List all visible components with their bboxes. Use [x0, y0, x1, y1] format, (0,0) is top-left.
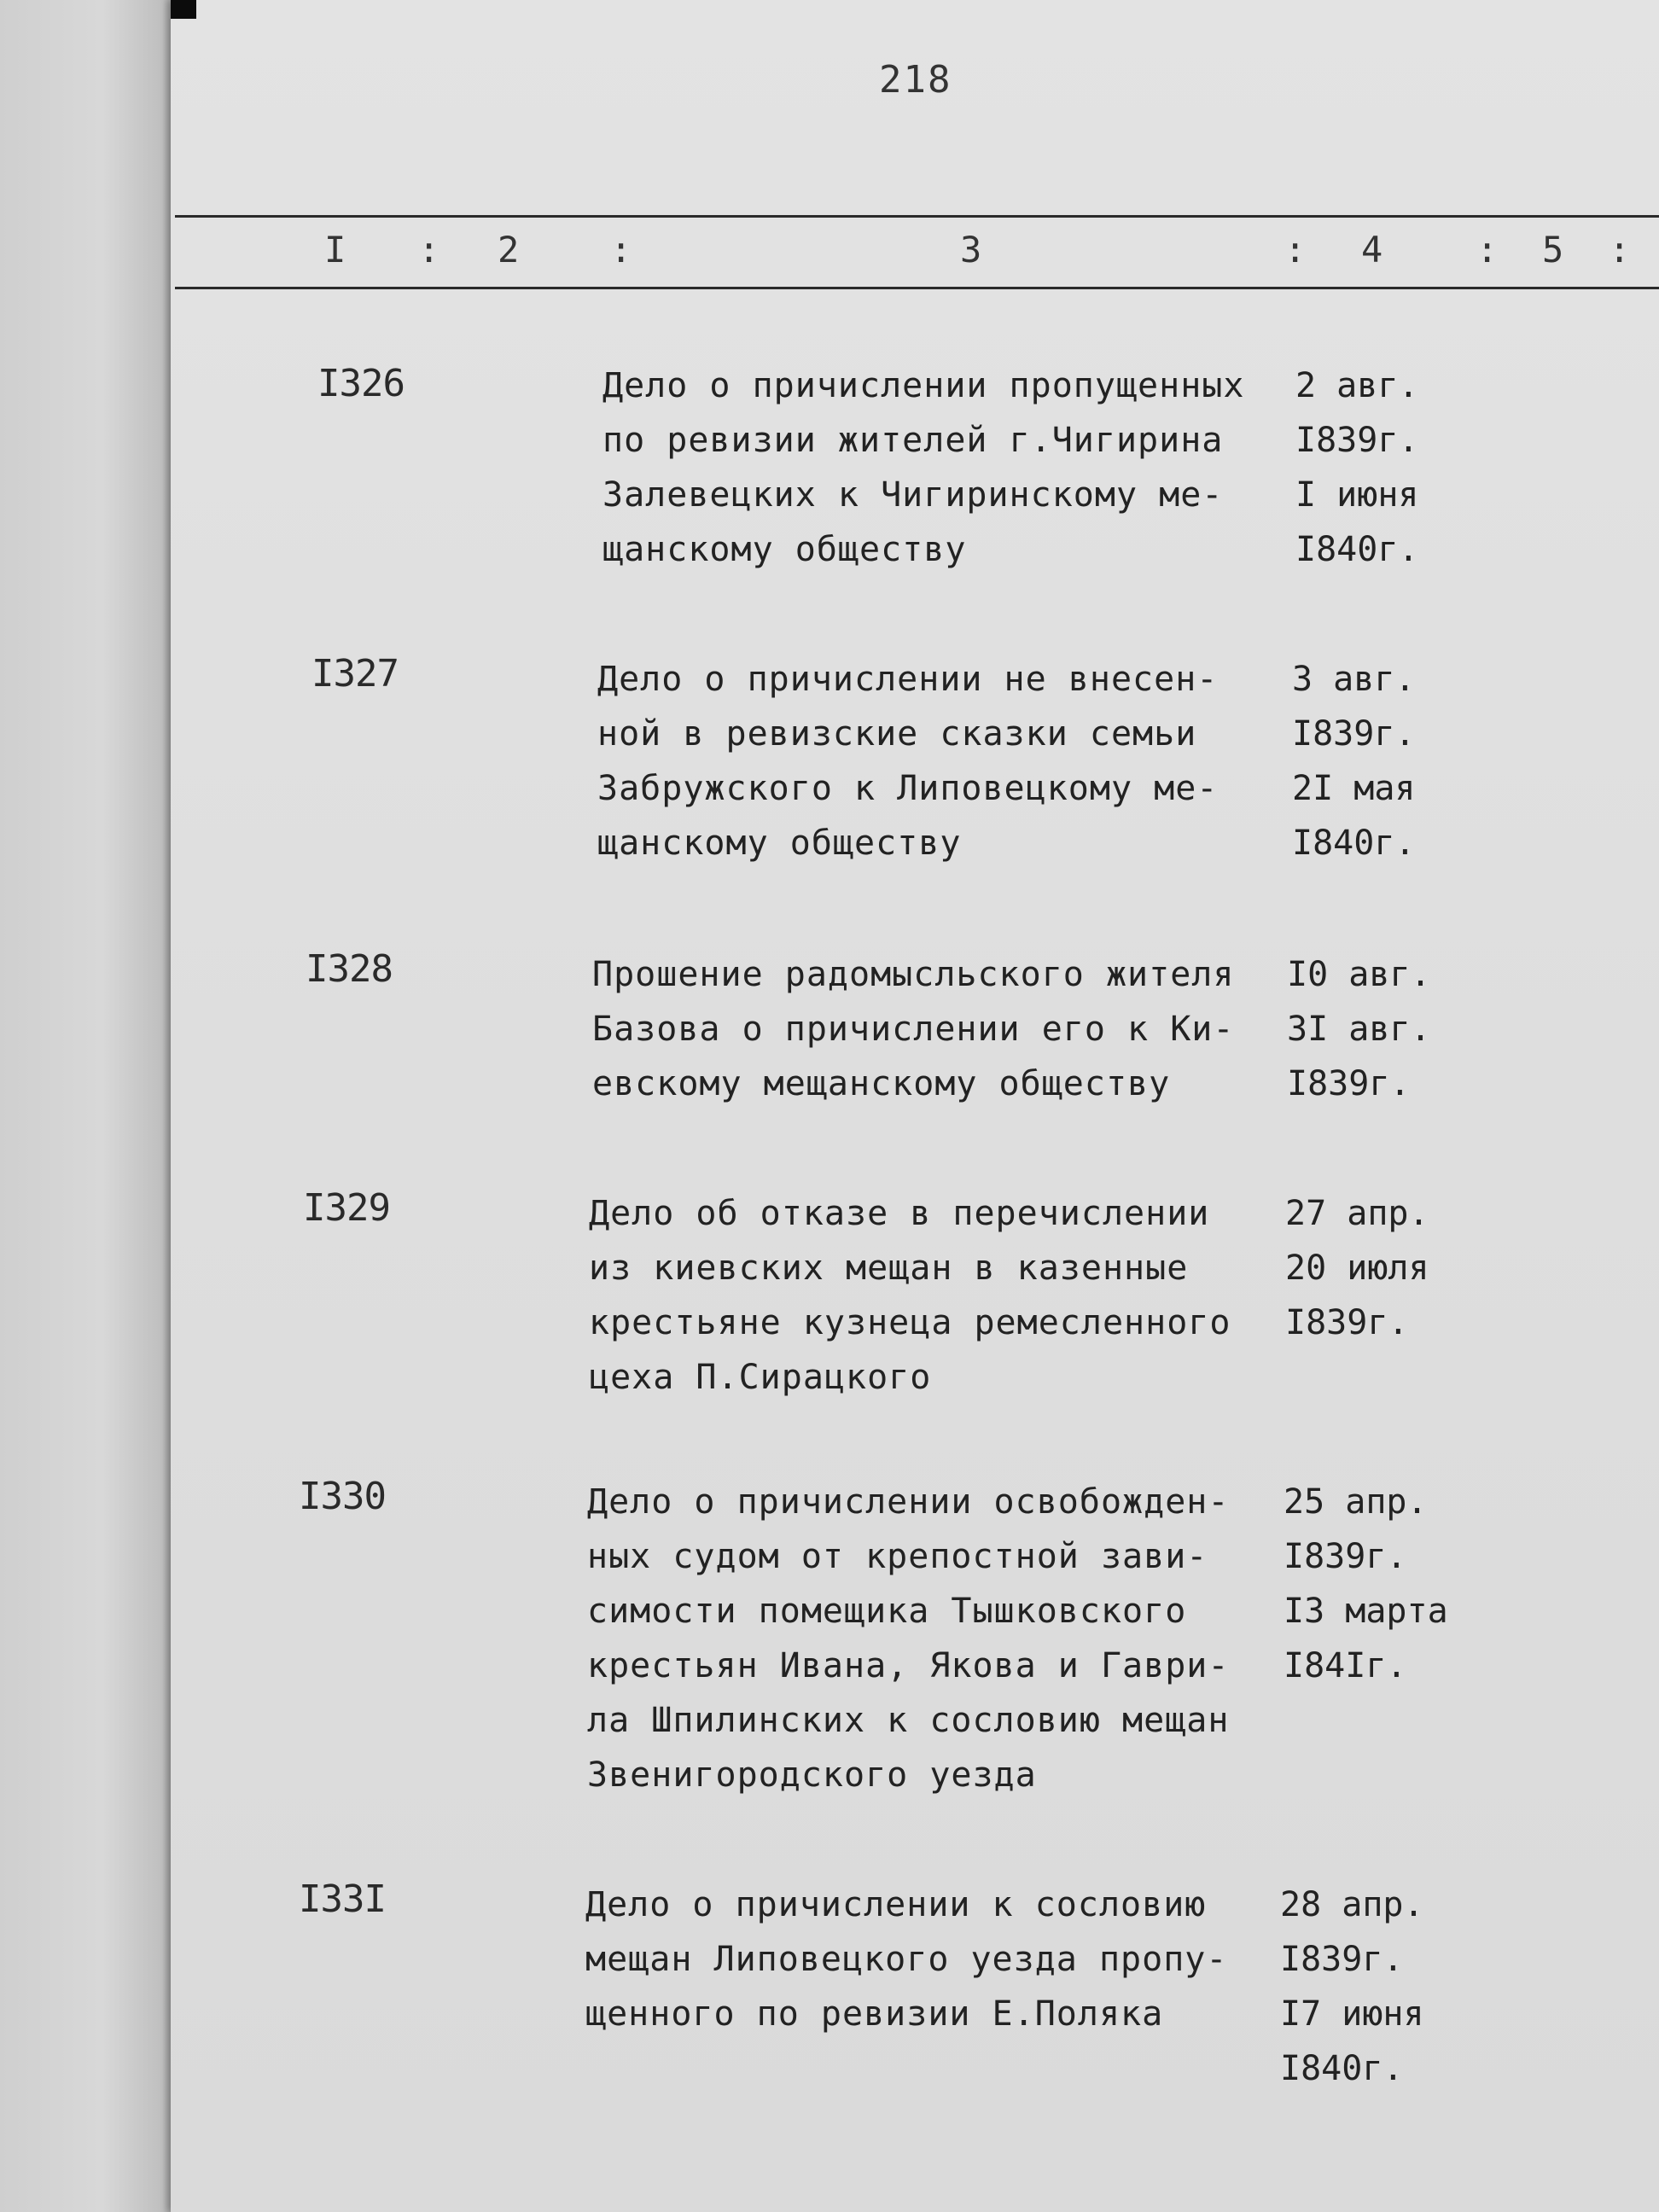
description-line: щанскому обществу	[597, 824, 962, 863]
entry-number: I328	[306, 947, 393, 991]
entry-description	[592, 947, 1292, 1111]
entry-dates	[1287, 947, 1483, 1111]
date-line: I0 авг.	[1287, 955, 1431, 994]
description-line: симости помещика Тышковского	[587, 1592, 1187, 1631]
entry-description	[589, 1186, 1289, 1405]
description-line: Дело о причислении к сословию	[585, 1885, 1207, 1924]
column-header-1: I	[324, 229, 346, 271]
entry-description	[587, 1475, 1287, 1802]
date-line: I3 марта	[1284, 1592, 1448, 1631]
description-line: Звенигородского уезда	[587, 1755, 1037, 1795]
description-line: ной в ревизские сказки семьи	[597, 714, 1197, 754]
entry-description	[602, 358, 1302, 577]
header-rule-bottom	[175, 287, 1659, 289]
date-line: I7 июня	[1280, 1994, 1424, 2034]
description-line: ла Шпилинских к сословию мещан	[587, 1701, 1230, 1740]
date-line: I839г.	[1284, 1537, 1407, 1576]
description-line: щенного по ревизии Е.Поляка	[585, 1994, 1164, 2034]
column-header-5: 5	[1542, 229, 1564, 271]
date-line: I840г.	[1295, 530, 1419, 569]
date-line: I839г.	[1292, 714, 1416, 754]
date-line: I840г.	[1280, 2049, 1404, 2088]
description-line: из киевских мещан в казенные	[589, 1249, 1189, 1288]
description-line: по ревизии жителей г.Чигирина	[602, 421, 1224, 460]
entry-number: I327	[311, 652, 399, 696]
column-header-4: 4	[1361, 229, 1383, 271]
entry-dates	[1285, 1186, 1481, 1350]
description-line: крестьяне кузнеца ремесленного	[589, 1303, 1231, 1342]
description-line: Базова о причислении его к Ки-	[592, 1010, 1235, 1049]
date-line: I84Iг.	[1284, 1646, 1407, 1685]
description-line: Забружского к Липовецкому ме-	[597, 769, 1219, 808]
description-line: щанскому обществу	[602, 530, 967, 569]
page-number: 218	[879, 58, 952, 102]
description-line: Дело о причислении освобожден-	[587, 1482, 1230, 1522]
description-line: Прошение радомысльского жителя	[592, 955, 1235, 994]
date-line: 2I мая	[1292, 769, 1416, 808]
entry-dates	[1284, 1475, 1480, 1693]
scan-corner-shadow	[171, 0, 196, 19]
description-line: Дело об отказе в перечислении	[589, 1194, 1210, 1233]
entry-number: I33I	[299, 1877, 386, 1921]
date-line: 28 апр.	[1280, 1885, 1424, 1924]
description-line: ных судом от крепостной зави-	[587, 1537, 1208, 1576]
date-line: 3 авг.	[1292, 660, 1416, 699]
description-line: Дело о причислении не внесен-	[597, 660, 1219, 699]
column-separator: :	[1476, 229, 1499, 271]
entry-number: I329	[303, 1186, 390, 1230]
date-line: I840г.	[1292, 824, 1416, 863]
date-line: I839г.	[1280, 1940, 1404, 1979]
description-line: Дело о причислении пропущенных	[602, 366, 1245, 405]
date-line: I839г.	[1285, 1303, 1409, 1342]
date-line: 25 апр.	[1284, 1482, 1428, 1522]
description-line: евскому мещанскому обществу	[592, 1064, 1171, 1103]
description-line: цеха П.Сирацкого	[589, 1358, 932, 1397]
column-header-row	[175, 224, 1659, 283]
column-separator: :	[610, 229, 632, 271]
date-line: 20 июля	[1285, 1249, 1429, 1288]
header-rule-top	[175, 215, 1659, 218]
entry-description	[585, 1877, 1285, 2041]
date-line: 3I авг.	[1287, 1010, 1431, 1049]
column-header-3: 3	[960, 229, 982, 271]
date-line: I июня	[1295, 475, 1419, 515]
entry-dates	[1295, 358, 1492, 577]
entry-dates	[1292, 652, 1488, 870]
column-separator: :	[418, 229, 440, 271]
description-line: крестьян Ивана, Якова и Гаври-	[587, 1646, 1230, 1685]
entry-number: I330	[299, 1475, 386, 1518]
date-line: 2 авг.	[1295, 366, 1419, 405]
entry-number: I326	[317, 362, 405, 405]
date-line: I839г.	[1287, 1064, 1411, 1103]
column-separator: :	[1609, 229, 1631, 271]
description-line: мещан Липовецкого уезда пропу-	[585, 1940, 1228, 1979]
entry-description	[597, 652, 1297, 870]
date-line: I839г.	[1295, 421, 1419, 460]
entry-dates	[1280, 1877, 1476, 2096]
column-separator: :	[1284, 229, 1307, 271]
description-line: Залевецких к Чигиринскому ме-	[602, 475, 1224, 515]
date-line: 27 апр.	[1285, 1194, 1429, 1233]
scan-left-margin	[0, 0, 171, 2212]
column-header-2: 2	[498, 229, 520, 271]
